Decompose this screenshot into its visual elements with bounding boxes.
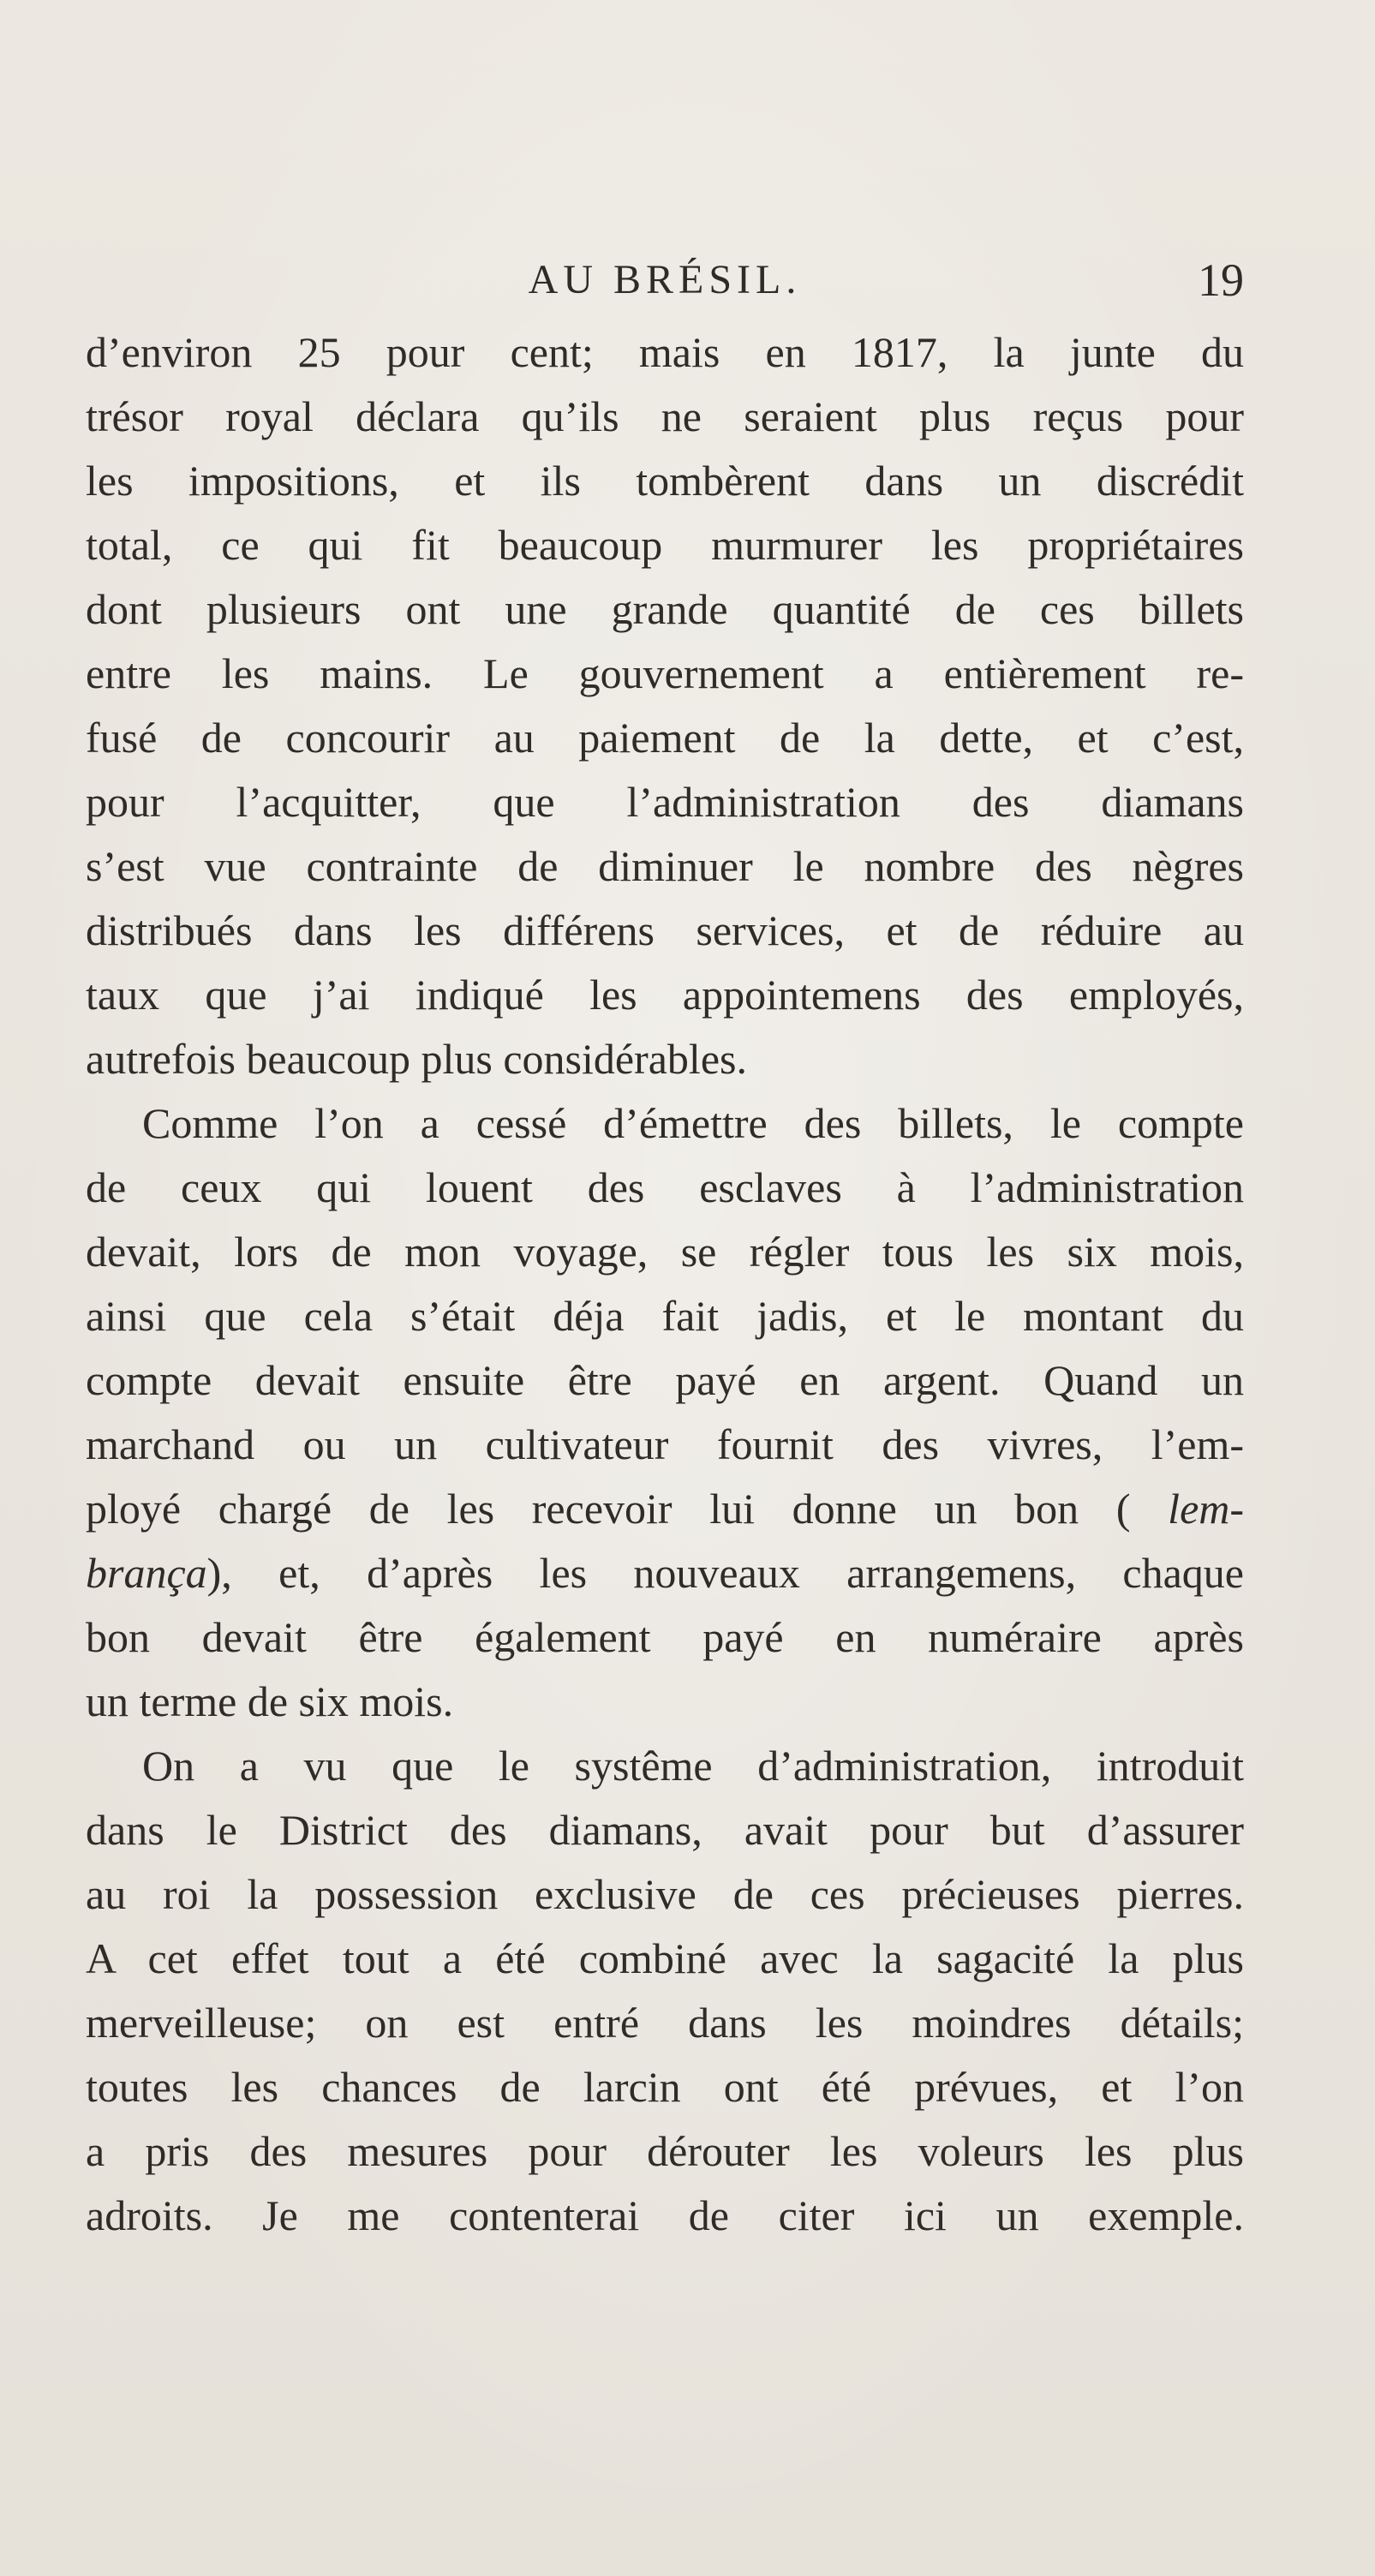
- text-line: On a vu que le systême d’administration, introduit: [142, 1742, 1244, 1790]
- line-text: ), et, d’après les nouveaux arrangemens, chaque: [206, 1549, 1244, 1597]
- text-line: autrefois beaucoup plus considérables.: [86, 1035, 747, 1083]
- text-line: pour l’acquitter, que l’administration des diamans: [86, 778, 1244, 826]
- text-line: a pris des mesures pour dérouter les voleurs les plus: [86, 2127, 1244, 2175]
- text-line: un terme de six mois.: [86, 1677, 454, 1725]
- text-line: adroits. Je me contenterai de citer ici un exemple.: [86, 2191, 1244, 2239]
- text-line: dont plusieurs ont une grande quantité de ces billets: [86, 585, 1244, 633]
- text-line: les impositions, et ils tombèrent dans un discrédit: [86, 457, 1244, 505]
- text-line: entre les mains. Le gouvernement a entièrement re-: [86, 649, 1244, 697]
- text-line: [86, 1477, 1244, 1541]
- italic-term: lem-: [1168, 1485, 1244, 1533]
- text-body: [86, 320, 1244, 2248]
- running-head: [86, 250, 1244, 310]
- text-line: bon devait être également payé en numéraire après: [86, 1613, 1244, 1661]
- text-line: A cet effet tout a été combiné avec la sagacité la plus: [86, 1934, 1244, 1982]
- text-line: dans le District des diamans, avait pour but d’assurer: [86, 1806, 1244, 1854]
- text-line: d’environ 25 pour cent; mais en 1817, la junte du: [86, 328, 1244, 376]
- page-number: 19: [1198, 254, 1244, 306]
- text-line: s’est vue contrainte de diminuer le nombre des nègres: [86, 842, 1244, 890]
- text-line: total, ce qui fit beaucoup murmurer les propriétaires: [86, 521, 1244, 569]
- text-line: devait, lors de mon voyage, se régler tous les six mois,: [86, 1228, 1244, 1276]
- paragraph-2: [86, 1091, 1244, 1734]
- text-line: au roi la possession exclusive de ces précieuses pierres.: [86, 1870, 1244, 1918]
- running-title: AU BRÉSIL.: [528, 257, 802, 302]
- paragraph-1: [86, 320, 1244, 1091]
- text-line: marchand ou un cultivateur fournit des vivres, l’em-: [86, 1420, 1244, 1468]
- text-line: Comme l’on a cessé d’émettre des billets, le compte: [142, 1099, 1244, 1147]
- text-line: merveilleuse; on est entré dans les moindres détails;: [86, 1999, 1244, 2047]
- line-text: ployé chargé de les recevoir lui donne un bon (: [86, 1485, 1131, 1533]
- italic-term: brança: [86, 1549, 207, 1597]
- text-line: [86, 1541, 1244, 1605]
- text-line: de ceux qui louent des esclaves à l’administration: [86, 1163, 1244, 1211]
- text-line: trésor royal déclara qu’ils ne seraient plus reçus pour: [86, 392, 1244, 440]
- text-line: toutes les chances de larcin ont été prévues, et l’on: [86, 2063, 1244, 2111]
- text-line: ainsi que cela s’était déja fait jadis, et le montant du: [86, 1292, 1244, 1340]
- text-line: compte devait ensuite être payé en argent. Quand un: [86, 1356, 1244, 1404]
- text-line: distribués dans les différens services, et de réduire au: [86, 906, 1244, 954]
- paragraph-3: [86, 1734, 1244, 2248]
- text-line: fusé de concourir au paiement de la dette, et c’est,: [86, 714, 1244, 762]
- text-line: taux que j’ai indiqué les appointemens des employés,: [86, 971, 1244, 1019]
